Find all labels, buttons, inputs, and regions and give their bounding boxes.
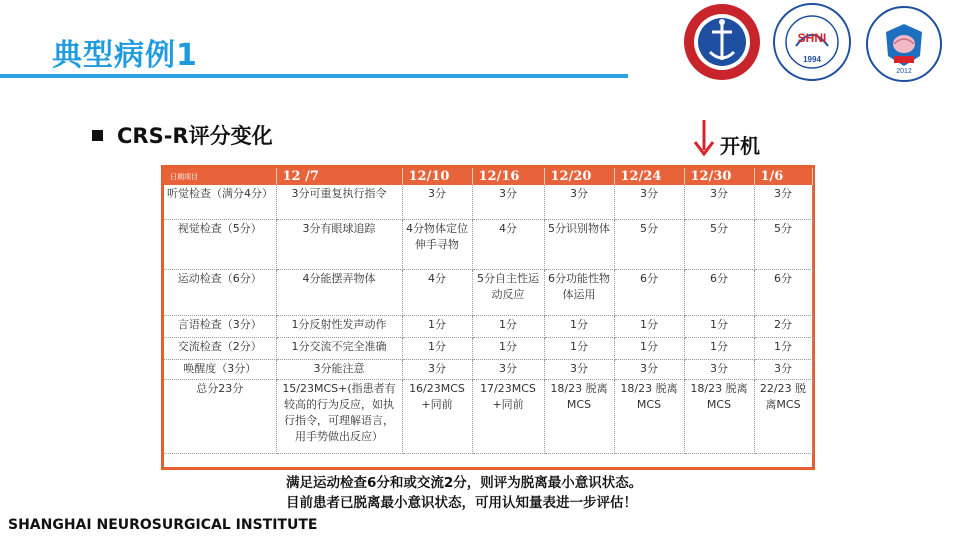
table-row [164,359,812,379]
score-cell: 3分 [402,185,472,219]
score-cell: 3分 [754,185,812,219]
score-cell: 1分 [402,337,472,359]
score-cell: 3分 [472,185,544,219]
table-header-row [164,168,812,185]
score-cell: 6分 [684,269,754,315]
score-cell: 1分 [684,337,754,359]
score-cell: 18/23 脱离MCS [614,379,684,453]
score-cell: 6分 [754,269,812,315]
table-row [164,337,812,359]
shni-logo-text: SHNI [797,31,827,45]
score-cell: 17/23MCS+同前 [472,379,544,453]
row-label: 言语检查（3分） [164,315,276,337]
section-heading [92,120,273,150]
score-cell: 3分 [544,359,614,379]
square-bullet-icon [92,130,103,141]
institute-footer: SHANGHAI NEUROSURGICAL INSTITUTE [8,517,318,533]
score-cell: 1分交流不完全准确 [276,337,402,359]
score-cell: 16/23MCS+同前 [402,379,472,453]
date-header: 12 /7 [276,168,402,185]
row-label: 运动检查（6分） [164,269,276,315]
score-cell: 18/23 脱离MCS [544,379,614,453]
section-heading-text: CRS-R评分变化 [117,124,273,148]
score-cell: 3分 [754,359,812,379]
score-cell: 5分自主性运动反应 [472,269,544,315]
row-label: 总分23分 [164,379,276,453]
shni-logo-year: 1994 [803,55,821,64]
date-header: 12/10 [402,168,472,185]
down-arrow-icon [692,118,716,158]
score-cell: 3分 [544,185,614,219]
score-cell: 18/23 脱离MCS [684,379,754,453]
date-header: 12/24 [614,168,684,185]
score-cell: 1分 [684,315,754,337]
row-label: 唤醒度（3分） [164,359,276,379]
table-corner-header: 日期项目 [164,168,276,185]
score-cell: 6分功能性物体运用 [544,269,614,315]
date-header: 12/30 [684,168,754,185]
score-cell: 5分 [754,219,812,269]
score-cell: 3分 [684,359,754,379]
score-cell: 3分 [614,359,684,379]
score-cell: 1分 [614,337,684,359]
score-cell: 4分 [472,219,544,269]
row-label: 交流检查（2分） [164,337,276,359]
score-cell: 3分 [684,185,754,219]
device-on-marker [692,118,760,159]
score-cell: 1分 [472,315,544,337]
score-cell: 3分 [614,185,684,219]
score-cell: 1分 [614,315,684,337]
conclusion-note [286,473,642,513]
row-label: 听觉检查（满分4分） [164,185,276,219]
score-cell: 6分 [614,269,684,315]
score-cell: 3分 [472,359,544,379]
score-cell: 5分 [684,219,754,269]
score-cell: 3分可重复执行指令 [276,185,402,219]
score-cell: 1分反射性发声动作 [276,315,402,337]
table-row [164,185,812,219]
score-cell: 3分 [402,359,472,379]
score-cell: 5分 [614,219,684,269]
pla-neurosurgical-logo [864,4,944,84]
score-cell: 1分 [754,337,812,359]
score-cell: 4分物体定位伸手寻物 [402,219,472,269]
title-underline [0,74,628,78]
table-row [164,315,812,337]
score-cell: 1分 [402,315,472,337]
date-header: 12/20 [544,168,614,185]
shni-logo [772,2,852,82]
score-cell: 5分识别物体 [544,219,614,269]
conclusion-line-1: 满足运动检查6分和或交流2分，则评为脱离最小意识状态。 [286,475,643,491]
device-on-label: 开机 [720,134,760,158]
date-header: 12/16 [472,168,544,185]
score-cell: 3分能注意 [276,359,402,379]
date-header: 1/6 [754,168,812,185]
crs-r-score-table [161,165,815,470]
table-row [164,379,812,453]
page-title: 典型病例1 [52,38,198,73]
score-cell: 3分有眼球追踪 [276,219,402,269]
score-cell: 1分 [472,337,544,359]
score-cell: 4分 [402,269,472,315]
score-cell: 4分能摆弄物体 [276,269,402,315]
table-row [164,269,812,315]
table-row [164,219,812,269]
score-cell: 2分 [754,315,812,337]
conclusion-line-2: 目前患者已脱离最小意识状态，可用认知量表进一步评估！ [286,495,637,511]
score-cell: 22/23 脱离MCS [754,379,812,453]
pla-logo-year: 2012 [896,68,912,75]
score-cell: 15/23MCS+(指患者有较高的行为反应，如执行指令，可理解语言，用手势做出反应） [276,379,402,453]
row-label: 视觉检查（5分） [164,219,276,269]
score-cell: 1分 [544,315,614,337]
score-cell: 1分 [544,337,614,359]
hospital-emblem-logo [682,2,762,82]
